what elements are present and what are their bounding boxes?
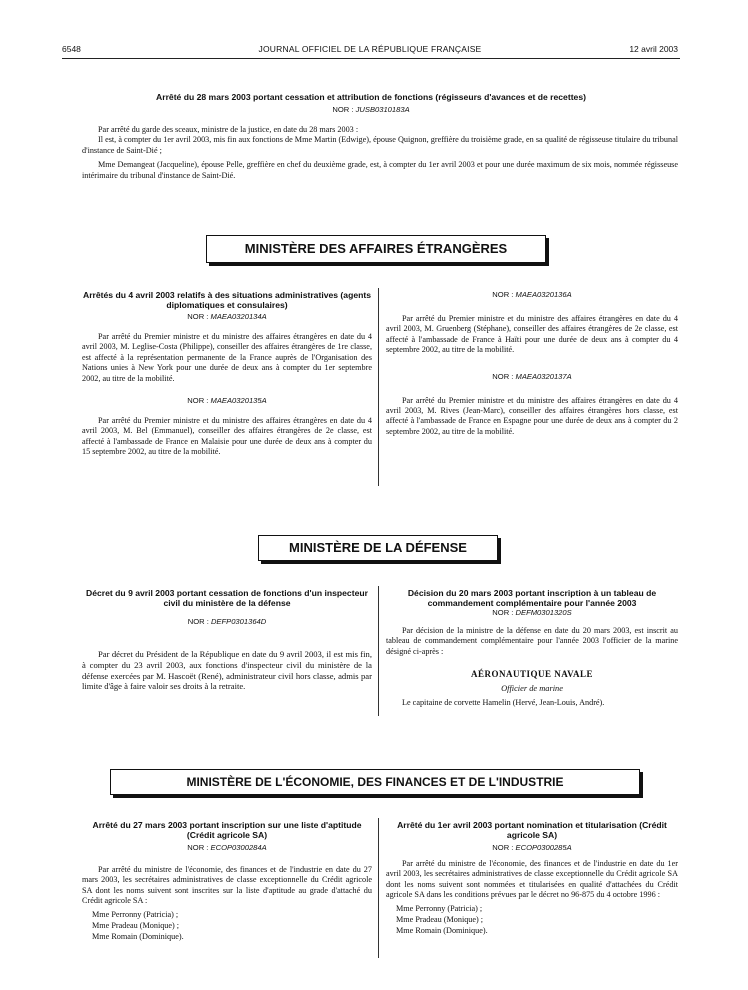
affaires-left-column — [82, 290, 372, 458]
defense-left-column — [82, 588, 372, 692]
paragraph: Par arrêté du Premier ministre et du ministre des affaires étrangères en date du 4 avril 2003, M. Leglise-Costa (Philippe), conseiller des affaires étrangères de 1re classe, est affecté à la représentation permanente de la France auprès de l'Organisation des Nations unies à New York pour une durée de deux ans à compter du 1er septembre 2002, au titre de la mobilité. — [82, 332, 372, 383]
paragraph: Par arrêté du ministre de l'économie, des finances et de l'industrie en date du 27 mars 2003, les secrétaires administratives de classe exceptionnelle du Crédit agricole SA dont les noms suivent sont inscrites sur la liste d'aptitude au grade d'attaché du Crédit agricole SA : — [82, 865, 372, 906]
paragraph: Mme Demangeat (Jacqueline), épouse Pelle, greffière en chef du deuxième grade, est, à compter du 1er avril 2003 et pour une durée maximum de six mois, nommée régisseuse intérimaire du tribunal d'instance de Saint-Dié. — [82, 160, 678, 180]
page-number: 6548 — [62, 44, 81, 54]
nor-reference: NOR : MAEA0320135A — [187, 396, 267, 406]
nor-reference: NOR : MAEA0320134A — [187, 312, 267, 321]
sub-subheading: Officier de marine — [501, 684, 563, 694]
justice-body — [82, 125, 678, 181]
list-item: Mme Perronny (Patricia) ; — [92, 909, 179, 919]
header-rule — [62, 58, 680, 59]
defense-right-title: Décision du 20 mars 2003 portant inscription à un tableau de commandement complémentaire pour l'année 2003 — [407, 588, 657, 608]
paragraph: Par arrêté du Premier ministre et du ministre des affaires étrangères en date du 4 avril 2003, M. Rives (Jean-Marc), conseiller des affaires étrangères hors classe, est affecté à l'ambassade de France en Espagne pour une durée de deux ans à compter du 2 septembre 2002, au titre de la mobilité. — [386, 395, 678, 436]
list-item: Mme Perronny (Patricia) ; — [396, 903, 483, 913]
nor-reference: NOR : DEFP0301364D — [187, 617, 267, 626]
economie-right-title: Arrêté du 1er avril 2003 portant nomination et titularisation (Crédit agricole SA) — [397, 820, 667, 840]
column-divider — [378, 586, 379, 716]
nor-reference: NOR : MAEA0320137A — [492, 371, 572, 381]
paragraph: Par arrêté du garde des sceaux, ministre de la justice, en date du 28 mars 2003 : — [98, 125, 359, 134]
name-list — [82, 909, 372, 942]
name-list — [386, 903, 678, 936]
paragraph: Par arrêté du ministre de l'économie, des finances et de l'industrie en date du 1er avril 2003, les secrétaires administratives de classe exceptionnelle du Crédit agricole SA dont les noms suivent sont nommées et titularisées en qualité d'attachées du Crédit agricole SA dans les conditions prévues par le décret no 96-875 du 4 octobre 1996 : — [386, 859, 678, 900]
justice-nor: NOR : JUSB0310183A — [332, 105, 410, 114]
defense-left-title: Décret du 9 avril 2003 portant cessation de fonctions d'un inspecteur civil du ministère de la défense — [86, 588, 368, 608]
justice-title: Arrêté du 28 mars 2003 portant cessation et attribution de fonctions (régisseurs d'avances et de recettes) — [156, 92, 586, 102]
ministry-banner-defense: MINISTÈRE DE LA DÉFENSE — [258, 535, 498, 561]
column-divider — [378, 288, 379, 486]
list-item: Mme Romain (Dominique). — [396, 925, 488, 935]
nor-reference: NOR : ECOP0300285A — [492, 843, 572, 852]
list-item: Mme Romain (Dominique). — [92, 931, 184, 941]
nor-reference: NOR : MAEA0320136A — [492, 290, 572, 299]
affaires-left-title: Arrêtés du 4 avril 2003 relatifs à des situations administratives (agents diplomatiques et consulaires) — [82, 290, 371, 310]
ministry-banner-economie: MINISTÈRE DE L'ÉCONOMIE, DES FINANCES ET DE L'INDUSTRIE — [110, 769, 640, 795]
paragraph: Par arrêté du Premier ministre et du ministre des affaires étrangères en date du 4 avril 2003, M. Gruenberg (Stéphane), conseiller des affaires étrangères de 2e classe, est affecté à l'ambassade de France à Haïti pour une durée de deux ans à compter du 4 septembre 2002, au titre de la mobilité. — [386, 314, 678, 355]
paragraph: Par arrêté du Premier ministre et du ministre des affaires étrangères en date du 4 avril 2003, M. Bel (Emmanuel), conseiller des affaires étrangères de 2e classe, est affecté à l'ambassade de France en Malaisie pour une durée de deux ans à compter du 15 septembre 2002, au titre de la mobilité. — [82, 416, 372, 457]
paragraph: Par décret du Président de la République en date du 9 avril 2003, il est mis fin, à compter du 23 avril 2003, aux fonctions d'inspecteur civil du ministère de la défense exercées par M. Hascoët (René), administrateur civil hors classe, admis par limite d'âge à faire valoir ses droits à la retraite. — [82, 649, 372, 692]
nor-reference: NOR : DEFM0301320S — [492, 608, 572, 617]
economie-left-column — [82, 820, 372, 942]
paragraph: Le capitaine de corvette Hamelin (Hervé, Jean-Louis, André). — [402, 698, 605, 708]
subheading: AÉRONAUTIQUE NAVALE — [471, 669, 593, 680]
list-item: Mme Pradeau (Monique) ; — [92, 920, 180, 930]
economie-right-column — [386, 820, 678, 936]
column-divider — [378, 818, 379, 958]
economie-left-title: Arrêté du 27 mars 2003 portant inscription sur une liste d'aptitude (Crédit agricole SA) — [92, 820, 362, 840]
running-header — [62, 44, 678, 58]
defense-right-column — [386, 588, 678, 709]
journal-title: JOURNAL OFFICIEL DE LA RÉPUBLIQUE FRANÇAISE — [258, 44, 482, 54]
paragraph: Il est, à compter du 1er avril 2003, mis fin aux fonctions de Mme Martin (Edwige), épouse Quignon, greffière du troisième grade, en sa qualité de régisseuse titulaire du tribunal d'instance de Saint-Dié ; — [82, 135, 678, 155]
affaires-right-column — [386, 290, 678, 437]
nor-reference: NOR : ECOP0300284A — [187, 843, 267, 852]
paragraph: Par décision de la ministre de la défense en date du 20 mars 2003, est inscrit au tableau de commandement complémentaire pour l'année 2003 l'officier de la marine désigné ci-après : — [386, 626, 678, 656]
list-item: Mme Pradeau (Monique) ; — [396, 914, 484, 924]
ministry-banner-affaires-etrangeres: MINISTÈRE DES AFFAIRES ÉTRANGÈRES — [206, 235, 546, 263]
issue-date: 12 avril 2003 — [629, 44, 678, 54]
